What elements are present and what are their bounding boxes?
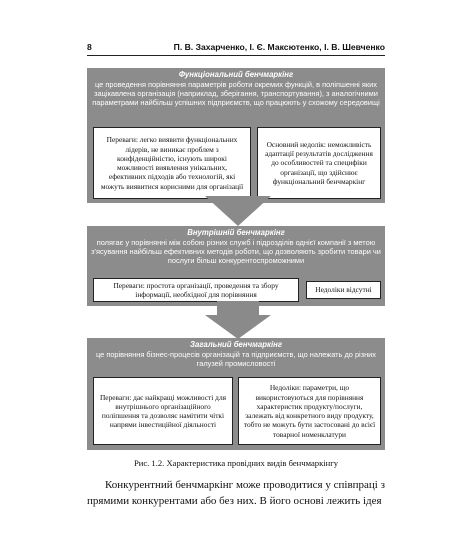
functional-disadvantages xyxy=(257,127,381,199)
general-title: Загальний бенчмаркінг xyxy=(190,340,282,349)
general-header xyxy=(87,340,385,369)
functional-advantages xyxy=(93,127,251,199)
internal-title: Внутрішній бенчмаркінг xyxy=(187,228,285,237)
general-advantages xyxy=(93,377,233,445)
functional-title: Функціональний бенчмаркінг xyxy=(178,70,294,79)
general-description: це порівняння бізнес-процесів організацій та підприємств, що належать до різних галузей промисловості xyxy=(96,350,376,369)
internal-advantages xyxy=(93,278,299,302)
general-disadvantages xyxy=(238,377,381,445)
internal-header xyxy=(87,228,385,266)
internal-disadvantages-text: Недоліки відсутні xyxy=(315,285,372,295)
page-header xyxy=(87,38,385,52)
header-rule xyxy=(87,55,385,56)
internal-description: полягає у порівнянні між собою різних служб і підрозділів однієї компанії з метою з'ясування найбільш ефективних методів роботи, що дозволяють зробити товари чи послуги більш конкурентоспроможними xyxy=(91,238,381,266)
functional-disadvantages-text: Основний недолік: неможливість адаптації результатів дослідження до особливостей та специфіки організації, що здійснює функціональний бенчмаркінг xyxy=(265,139,373,186)
functional-header xyxy=(87,70,385,108)
general-advantages-text: Переваги: дає найкращі можливості для внутрішнього організаційного поліпшення та дозволяє намітити чіткі напрями інвестиційної діяльності xyxy=(99,392,227,430)
functional-advantages-text: Переваги: легко виявити функціональних лідерів, не виникає проблем з конфіденційністю, існують широкі можливості виявлення унікальних, ефективних підходів або технологій, які можуть виявитися корисними для організації xyxy=(100,135,244,191)
arrow-down-1 xyxy=(205,196,271,226)
header-authors: П. В. Захарченко, І. Є. Максютенко, І. В. Шевченко xyxy=(173,42,385,52)
figure-caption: Рис. 1.2. Характеристика провідних видів бенчмаркінгу xyxy=(133,458,339,468)
page-number: 8 xyxy=(87,42,92,52)
internal-disadvantages xyxy=(306,281,381,299)
body-paragraph: Конкурентний бенчмаркінг може проводитися у співпраці з прямими конкурентами або без них. В його основі лежить ідея xyxy=(87,479,385,507)
functional-description: це проведення порівняння параметрів роботи окремих функцій, в поліпшенні яких зацікавлена організація (наприклад, зберігання, транспортування), з аналогічними параметрами найбільш успішних підприємств, що працюють у схожому середовищі xyxy=(92,80,380,108)
internal-advantages-text: Переваги: простота організації, проведення та збору інформації, необхідної для порівняння xyxy=(113,280,279,299)
general-disadvantages-text: Недоліки: параметри, що використовуються для порівняння характеристик продукту/послуги, залежать від конкретного виду продукту, тобто не можуть бути застосовані до всієї товарної номенклатури xyxy=(243,383,376,439)
arrow-down-2 xyxy=(205,301,271,339)
